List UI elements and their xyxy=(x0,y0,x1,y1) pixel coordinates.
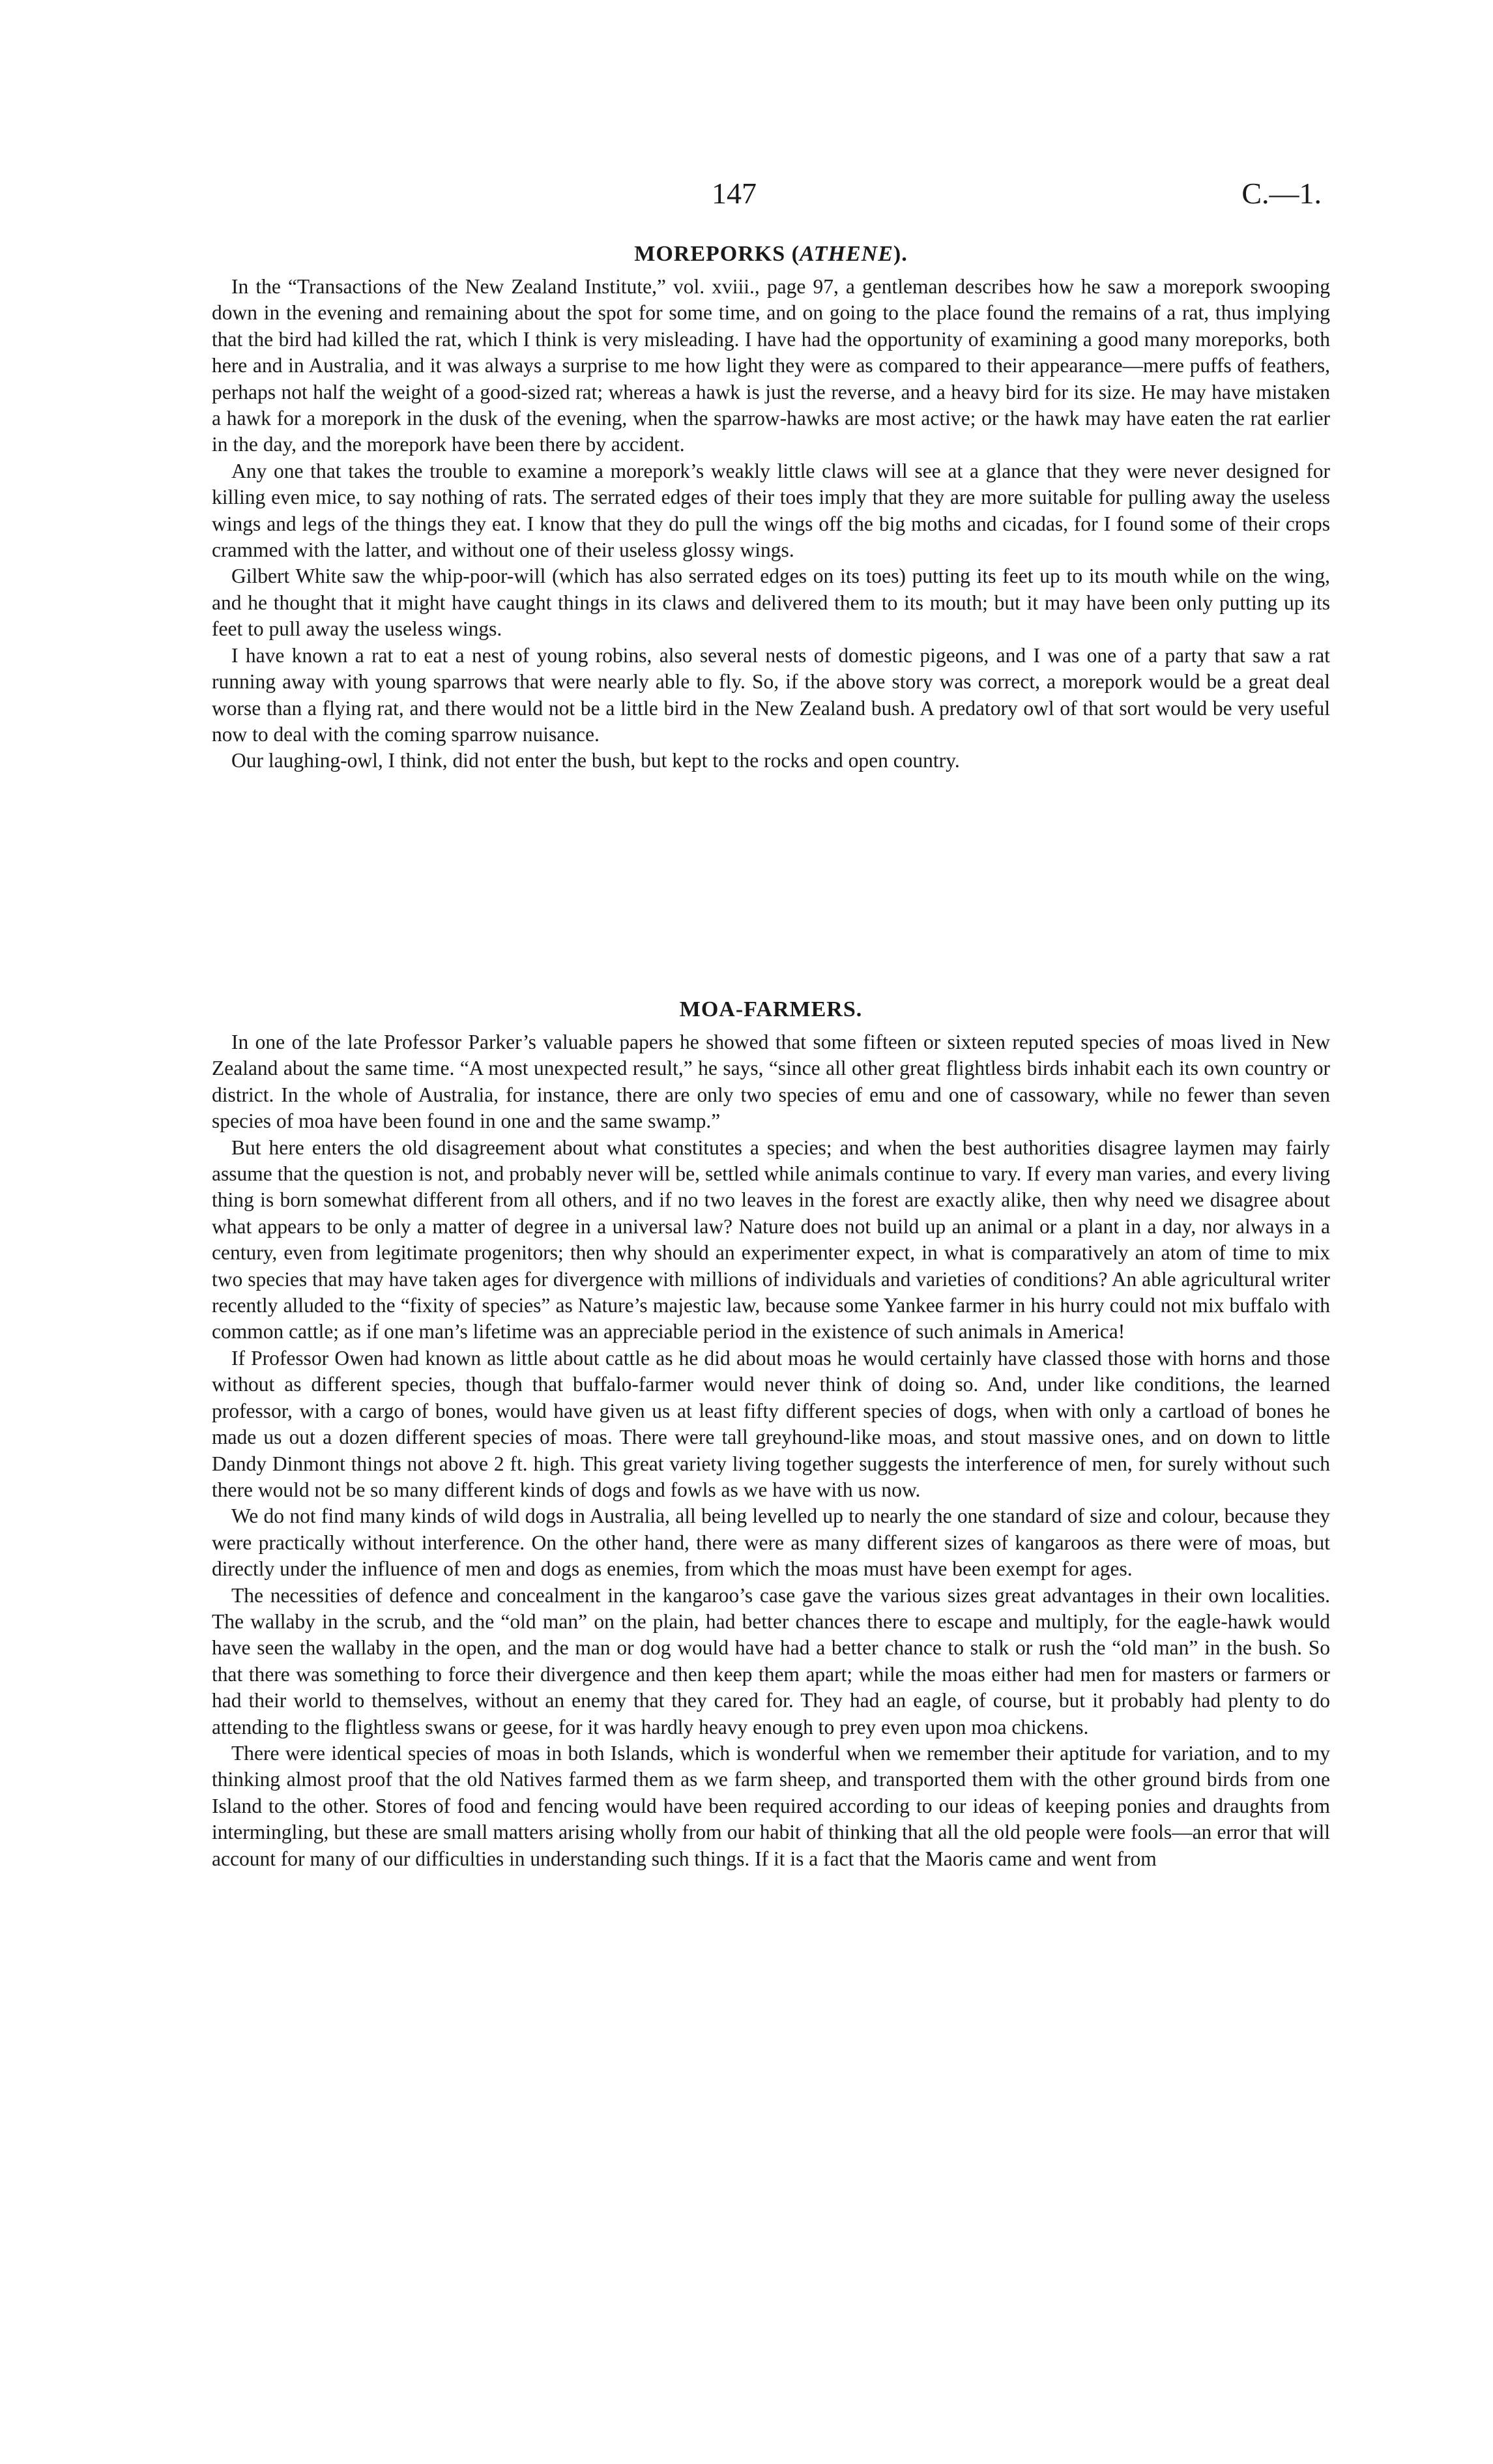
page-header xyxy=(0,176,1493,228)
paragraph: But here enters the old disagreement about what constitutes a species; and when the best authorities disagree laymen may fairly assume that the question is not, and probably never will be, settled while animals continue to vary. If every man varies, and every living thing is born somewhat different from all others, and if no two leaves in the forest are exactly alike, then why need we disagree about what appears to be only a matter of degree in a universal law? Nature does not build up an animal or a plant in a day, nor always in a century, even from legitimate progenitors; then why should an experimenter expect, in what is comparatively an atom of time to mix two species that may have taken ages for divergence with millions of individuals and varieties of conditions? An able agricultural writer recently alluded to the “fixity of species” as Nature’s majestic law, because some Yankee farmer in his hurry could not mix buffalo with common cattle; as if one man’s lifetime was an appreciable period in the existence of such animals in America! xyxy=(212,1136,1330,1343)
paragraph: We do not find many kinds of wild dogs in Australia, all being levelled up to nearly the one standard of size and colour, because they were practically without interference. On the other hand, there were as many different sizes of kangaroos as there were of moas, but directly under the influence of men and dogs as enemies, from which the moas must have been exempt for ages. xyxy=(212,1504,1330,1581)
paragraph: In one of the late Professor Parker’s valuable papers he showed that some fifteen or sixteen reputed species of moas lived in New Zealand about the same time. “A most unexpected result,” he says, “since all other great flightless birds inhabit each its own country or district. In the whole of Australia, for instance, there are only two species of emu and one of cassowary, while no fewer than seven species of moa have been found in one and the same swamp.” xyxy=(212,1031,1330,1133)
paragraph: If Professor Owen had known as little about cattle as he did about moas he would certainly have classed those with horns and those without as different species, though that buffalo-farmer would never think of doing so. And, under like conditions, the learned professor, with a cargo of bones, would have given us at least fifty different species of dogs, when with only a cartload of bones he made us out a dozen different species of moas. There were tall greyhound-like moas, and stout massive ones, and on down to little Dandy Dinmont things not above 2 ft. high. This great variety living together suggests the interference of men, for surely without such there would not be so many different kinds of dogs and fowls as we have with us now. xyxy=(212,1346,1330,1501)
paragraph: I have known a rat to eat a nest of young robins, also several nests of domestic pigeons, and I was one of a party that saw a rat running away with young sparrows that were nearly able to fly. So, if the above story was correct, a morepork would be a great deal worse than a flying rat, and there would not be a little bird in the New Zealand bush. A predatory owl of that sort would be very useful now to deal with the coming sparrow nuisance. xyxy=(212,643,1330,746)
section-moa-farmers xyxy=(212,995,1330,1872)
paragraph: The necessities of defence and concealment in the kangaroo’s case gave the various sizes great advantages in their own localities. The wallaby in the scrub, and the “old man” on the plain, had better chances there to escape and multiply, for the eagle-hawk would have seen the wallaby in the open, and the man or dog would have had a better chance to stalk or rush the “old man” in the bush. So that there was something to force their divergence and then keep them apart; while the moas either had men for masters or farmers or had their world to themselves, without an enemy that they cared for. They had an eagle, of course, but it probably had plenty to do attending to the flightless swans or geese, for it was hardly heavy enough to prey even upon moa chickens. xyxy=(212,1583,1330,1738)
section-title: MOREPORKS (ATHENE). xyxy=(634,242,908,266)
paragraph: Any one that takes the trouble to examine a morepork’s weakly little claws will see at a glance that they were never designed for killing even mice, to say nothing of rats. The serrated edges of their toes imply that they are more suitable for pulling away the useless wings and legs of the things they eat. I know that they do pull the wings off the big moths and cicadas, for I found some of their crops crammed with the latter, and without one of their useless glossy wings. xyxy=(212,459,1330,562)
paragraph: In the “Transactions of the New Zealand Institute,” vol. xviii., page 97, a gentleman describes how he saw a morepork swooping down in the evening and remaining about the spot for some time, and on going to the place found the remains of a rat, thus implying that the bird had killed the rat, which I think is very misleading. I have had the opportunity of examining a good many moreporks, both here and in Australia, and it was always a surprise to me how light they were as compared to their appearance—mere puffs of feathers, perhaps not half the weight of a good-sized rat; whereas a hawk is just the reverse, and a heavy bird for its size. He may have mistaken a hawk for a morepork in the dusk of the evening, when the sparrow-hawks are most active; or the hawk may have eaten the rat earlier in the day, and the morepork have been there by accident. xyxy=(212,275,1330,456)
paragraph: Our laughing-owl, I think, did not enter the bush, but kept to the rocks and open country. xyxy=(231,749,960,772)
paragraph: There were identical species of moas in both Islands, which is wonderful when we remember their aptitude for variation, and to my thinking almost proof that the old Natives farmed them as we farm sheep, and transported them with the other ground birds from one Island to the other. Stores of food and fencing would have been required according to our ideas of keeping ponies and draughts from intermingling, but these are small matters arising wholly from our habit of thinking that all the old people were fools—an error that will account for many of our difficulties in understanding such things. If it is a fact that the Maoris came and went from xyxy=(212,1741,1330,1870)
paragraph: Gilbert White saw the whip-poor-will (which has also serrated edges on its toes) putting its feet up to its mouth while on the wing, and he thought that it might have caught things in its claws and delivered them to its mouth; but it may have been only putting up its feet to pull away the useless wings. xyxy=(212,565,1330,641)
document-reference: C.—1. xyxy=(1241,177,1322,210)
page-number: 147 xyxy=(712,177,757,210)
section-moreporks xyxy=(212,240,1330,774)
section-title: MOA-FARMERS. xyxy=(679,997,863,1021)
